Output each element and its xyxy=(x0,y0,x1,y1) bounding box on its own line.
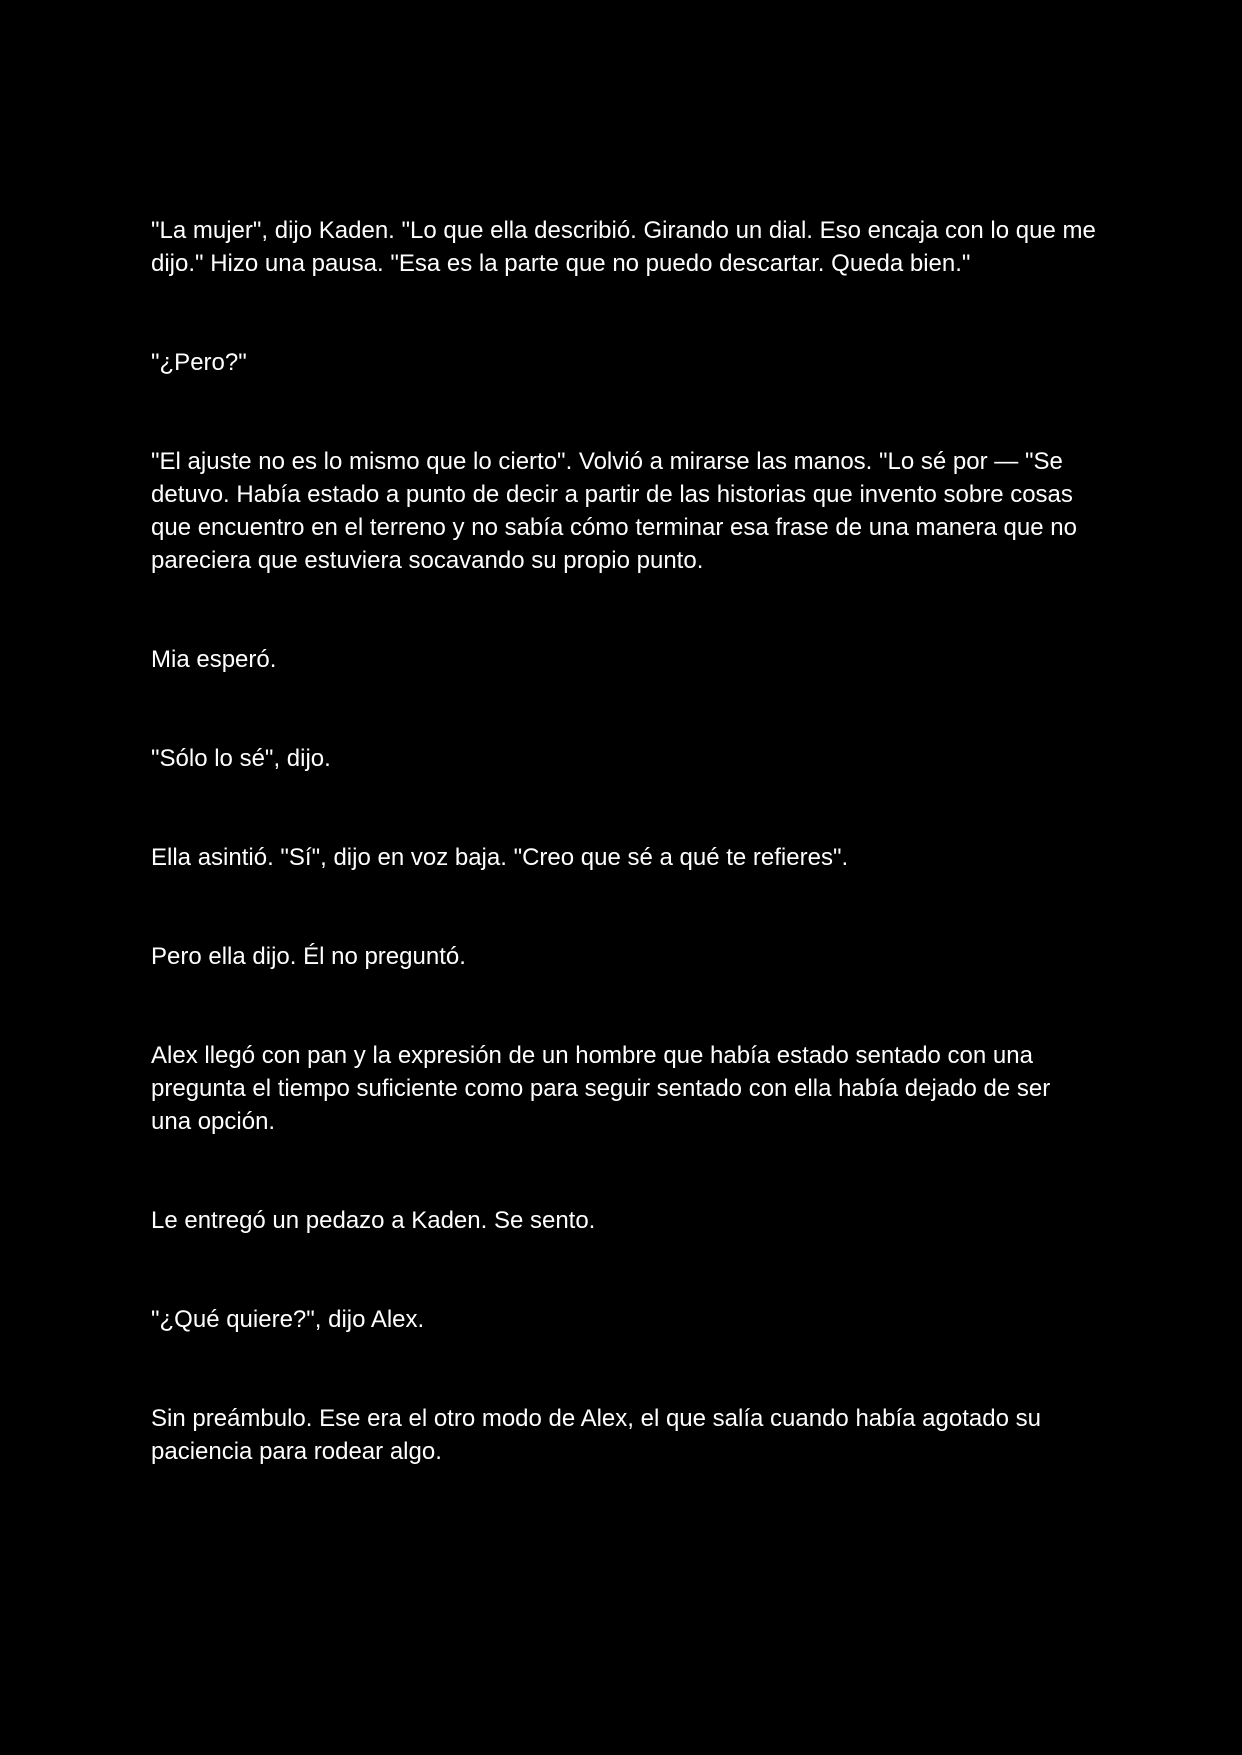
paragraph: "La mujer", dijo Kaden. "Lo que ella describió. Girando un dial. Eso encaja con lo que me dijo." Hizo una pausa. "Esa es la parte que no puedo descartar. Queda bien." xyxy=(151,217,1096,277)
paragraph: "¿Pero?" xyxy=(151,349,247,376)
paragraph: Ella asintió. "Sí", dijo en voz baja. "Creo que sé a qué te refieres". xyxy=(151,844,849,871)
paragraph: "Sólo lo sé", dijo. xyxy=(151,745,331,772)
paragraph: Mia esperó. xyxy=(151,646,277,673)
paragraph: "El ajuste no es lo mismo que lo cierto". Volvió a mirarse las manos. "Lo sé por — "Se detuvo. Había estado a punto de decir a partir de las historias que invento sobre cosas que encuentro en el terreno y no sabía cómo terminar esa frase de una manera que no pareciera que estuviera socavando su propio punto. xyxy=(151,448,1077,574)
paragraph: Le entregó un pedazo a Kaden. Se sento. xyxy=(151,1207,596,1234)
paragraph: Pero ella dijo. Él no preguntó. xyxy=(151,943,466,970)
paragraph: Alex llegó con pan y la expresión de un hombre que había estado sentado con una pregunta el tiempo suficiente como para seguir sentado con ella había dejado de ser una opción. xyxy=(151,1042,1051,1135)
text-body xyxy=(151,214,1096,1534)
paragraph: "¿Qué quiere?", dijo Alex. xyxy=(151,1306,425,1333)
paragraph: Sin preámbulo. Ese era el otro modo de Alex, el que salía cuando había agotado su paciencia para rodear algo. xyxy=(151,1405,1041,1465)
